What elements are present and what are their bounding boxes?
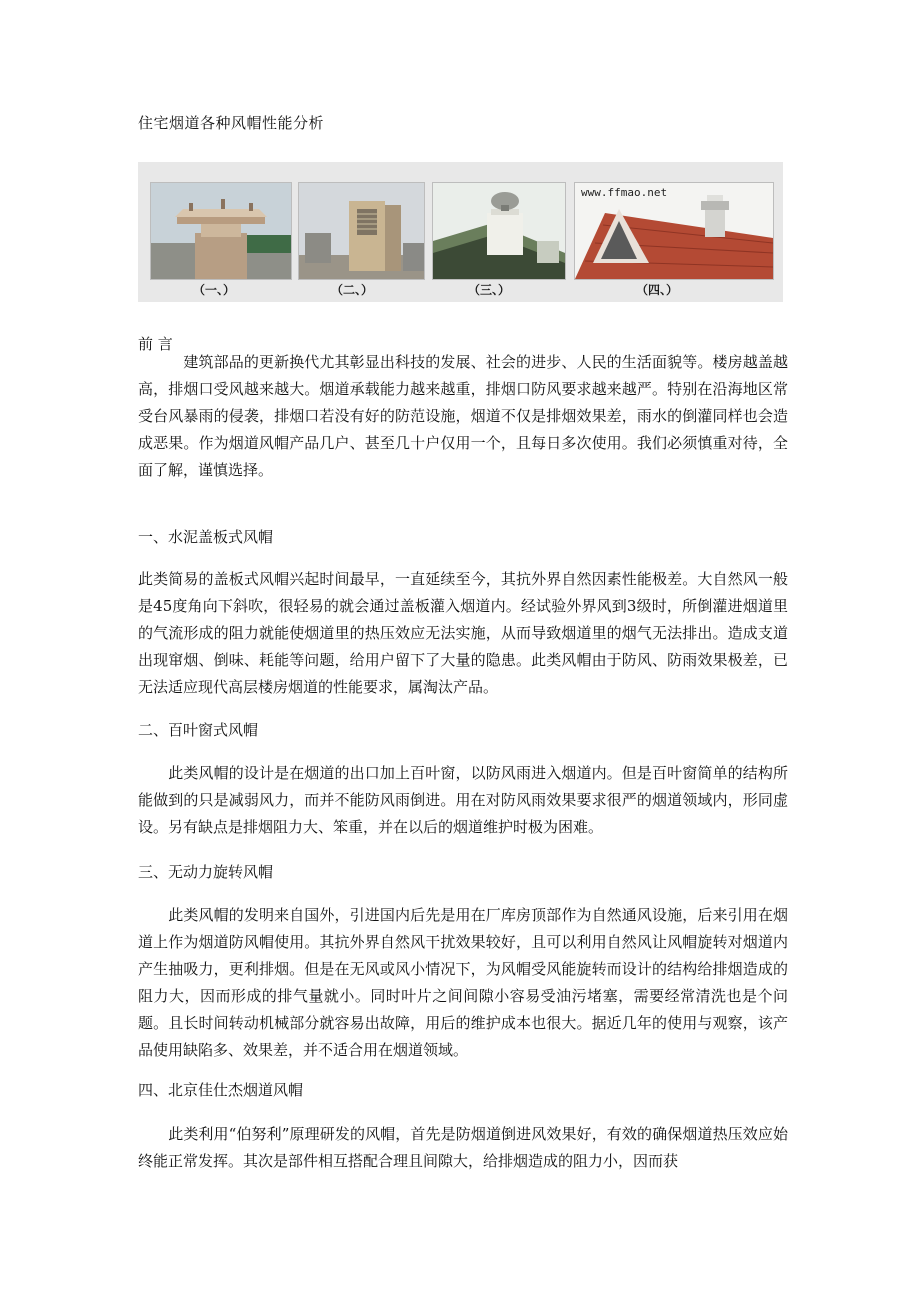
photo-louver-cap — [298, 182, 425, 280]
caption-4: （四、） — [636, 283, 679, 297]
section-2-heading: 二、百叶窗式风帽 — [138, 721, 259, 739]
caption-1: （一、） — [193, 283, 236, 297]
photo-jiashijie-cap — [574, 182, 774, 280]
photo-concrete-cap — [150, 182, 292, 280]
photo-rotating-cap — [432, 182, 566, 280]
caption-3: （三、） — [468, 283, 511, 297]
section-1-heading: 一、水泥盖板式风帽 — [138, 528, 274, 546]
caption-2: （二、） — [331, 283, 374, 297]
preface-paragraph: 建筑部品的更新换代尤其彰显出科技的发展、社会的进步、人民的生活面貌等。楼房越盖越高，排烟口受风越来越大。烟道承载能力越来越重，排烟口防风要求越来越严。特别在沿海地区常受台风暴雨的侵袭，排烟口若没有好的防范设施，烟道不仅是排烟效果差，雨水的倒灌同样也会造成恶果。作为烟道风帽产品几户、甚至几十户仅用一个，且每日多次使用。我们必须慎重对待，全面了解，谨慎选择。 — [138, 353, 788, 479]
section-4-heading: 四、北京佳仕杰烟道风帽 — [138, 1081, 304, 1099]
section-2-paragraph: 此类风帽的设计是在烟道的出口加上百叶窗，以防风雨进入烟道内。但是百叶窗简单的结构所能做到的只是减弱风力，而并不能防风雨倒进。用在对防风雨效果要求很严的烟道领域内，形同虚设。另有缺点是排烟阻力大、笨重，并在以后的烟道维护时极为困难。 — [138, 764, 788, 836]
document-title: 住宅烟道各种风帽性能分析 — [138, 114, 325, 132]
section-4-paragraph: 此类利用“伯努利”原理研发的风帽，首先是防烟道倒进风效果好，有效的确保烟道热压效应始终能正常发挥。其次是部件相互搭配合理且间隙大，给排烟造成的阻力小，因而获 — [138, 1125, 788, 1170]
watermark-text: www.ffmao.net — [581, 186, 668, 199]
chimney-cap-photo-strip — [138, 162, 783, 302]
section-3-paragraph: 此类风帽的发明来自国外，引进国内后先是用在厂库房顶部作为自然通风设施，后来引用在烟道上作为烟道防风帽使用。其抗外界自然风干扰效果较好，且可以利用自然风让风帽旋转对烟道内产生抽吸力，更利排烟。但是在无风或风小情况下，为风帽受风能旋转而设计的结构给排烟造成的阻力大，因而形成的排气量就小。同时叶片之间间隙小容易受油污堵塞，需要经常清洗也是个问题。且长时间转动机械部分就容易出故障，用后的维护成本也很大。据近几年的使用与观察，该产品使用缺陷多、效果差，并不适合用在烟道领域。 — [138, 906, 788, 1059]
section-3-heading: 三、无动力旋转风帽 — [138, 863, 274, 881]
preface-heading: 前 言 — [138, 335, 173, 353]
section-1-paragraph: 此类简易的盖板式风帽兴起时间最早，一直延续至今，其抗外界自然因素性能极差。大自然风一般是45度角向下斜吹，很轻易的就会通过盖板灌入烟道内。经试验外界风到3级时，所倒灌进烟道里的气流形成的阻力就能使烟道里的热压效应无法实施，从而导致烟道里的烟气无法排出。造成支道出现窜烟、倒味、耗能等问题，给用户留下了大量的隐患。此类风帽由于防风、防雨效果极差，已无法适应现代高层楼房烟道的性能要求，属淘汰产品。 — [138, 570, 788, 696]
